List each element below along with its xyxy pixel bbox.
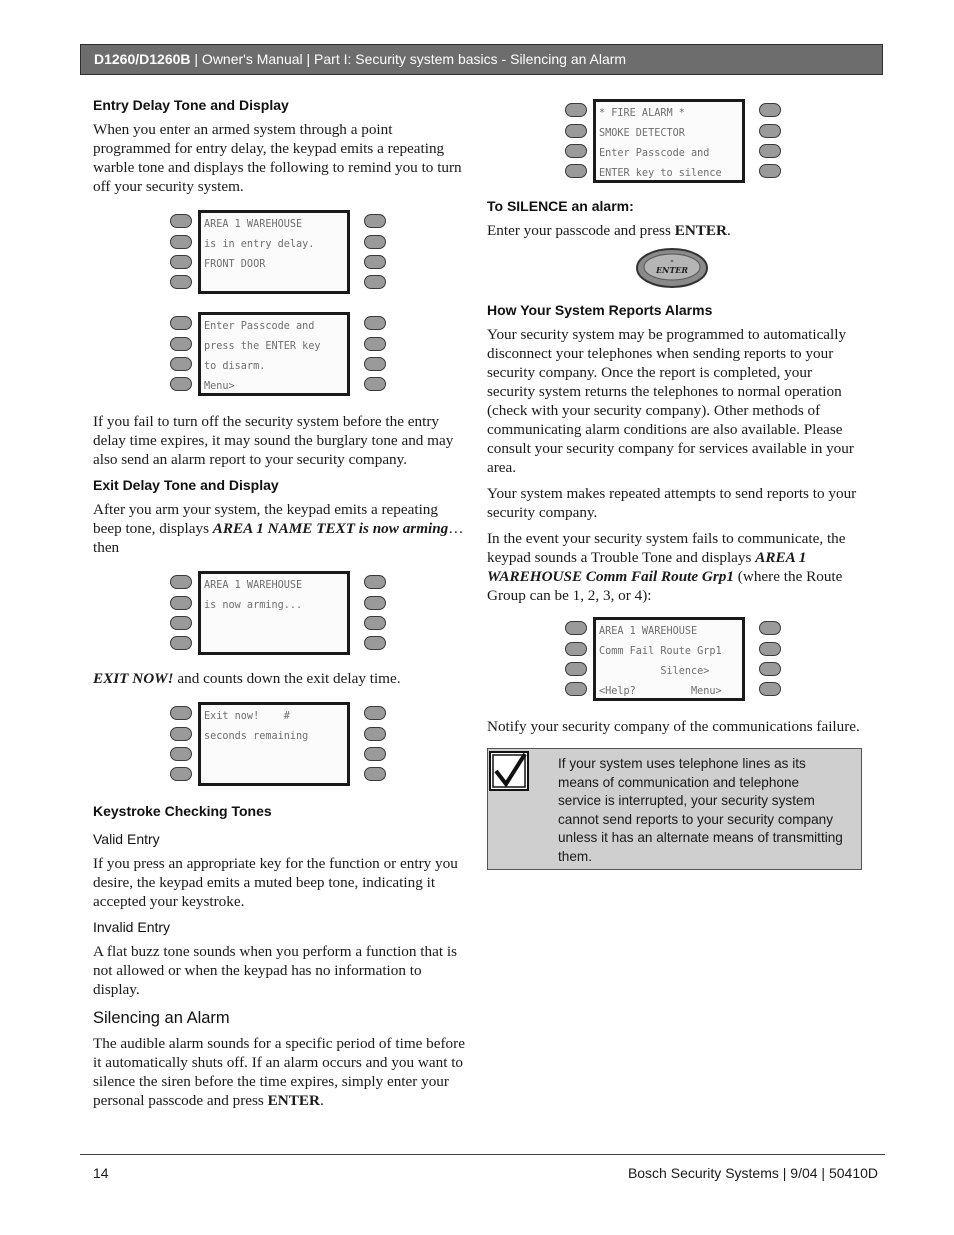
keypad-display — [198, 571, 350, 655]
silence-text-c: . — [727, 222, 731, 239]
reports-p3-a: In the event your security system fails to communicate, the keypad sounds a Trouble Tone and displays — [487, 530, 846, 566]
left-soft-key-3 — [170, 255, 192, 269]
display-line: seconds remaining — [204, 731, 309, 742]
left-soft-key-1 — [170, 575, 192, 589]
right-soft-key-1 — [759, 103, 781, 117]
keypad-display — [593, 617, 745, 701]
right-soft-key-1 — [364, 214, 386, 228]
keypad-display — [198, 702, 350, 786]
display-line: Enter Passcode and — [599, 148, 710, 159]
display-line — [204, 767, 344, 786]
keypad-display — [593, 99, 745, 183]
left-soft-key-4 — [565, 682, 587, 696]
left-soft-key-2 — [565, 124, 587, 138]
valid-entry-heading: Valid Entry — [93, 831, 160, 847]
invalid-entry-text: A flat buzz tone sounds when you perform a function that is not allowed or when the keypad has no information to display. — [93, 943, 457, 998]
right-soft-key-2 — [364, 596, 386, 610]
display-line: ENTER key to silence — [599, 168, 722, 179]
right-soft-key-1 — [364, 706, 386, 720]
display-line: AREA 1 WAREHOUSE — [599, 626, 698, 637]
exit-now-text: EXIT NOW! — [93, 670, 174, 687]
note-text: If your system uses telephone lines as its means of communication and telephone service is interrupted, your security system cannot send reports to your security company unless it has an alternate means of transmitting them. — [558, 756, 843, 864]
display-line: Exit now! # — [204, 711, 290, 722]
right-soft-key-2 — [364, 727, 386, 741]
reports-para-1: Your security system may be programmed to automatically disconnect your telephones when sending reports to your security company. Once the report is completed, your security system returns the telephones to normal operation (check with your security company). Other methods of communicating alarm conditions are also available. Please consult your security company for services available in your area. — [487, 326, 854, 476]
footer-divider — [80, 1154, 885, 1155]
keypad-enter-passcode — [169, 312, 389, 404]
left-soft-key-3 — [170, 357, 192, 371]
header-title: | Owner's Manual | Part I: Security system basics - Silencing an Alarm — [190, 51, 627, 67]
left-soft-key-2 — [170, 337, 192, 351]
display-line: Silence> — [599, 666, 710, 677]
document-header — [80, 44, 883, 75]
right-soft-key-2 — [364, 235, 386, 249]
left-soft-key-3 — [170, 747, 192, 761]
keypad-exit-now — [169, 702, 389, 794]
right-soft-key-3 — [364, 747, 386, 761]
silence-heading: To SILENCE an alarm: — [487, 198, 634, 214]
left-soft-key-2 — [170, 235, 192, 249]
left-soft-key-4 — [170, 767, 192, 781]
area-arming-text: AREA 1 NAME TEXT is now arming — [212, 520, 449, 537]
right-soft-key-4 — [759, 682, 781, 696]
display-line: AREA 1 WAREHOUSE — [204, 219, 303, 230]
right-soft-key-1 — [364, 575, 386, 589]
reports-heading: How Your System Reports Alarms — [487, 302, 713, 318]
left-soft-key-3 — [565, 144, 587, 158]
left-soft-key-2 — [170, 596, 192, 610]
left-soft-key-3 — [170, 616, 192, 630]
silence-text-a: Enter your passcode and press — [487, 222, 675, 239]
valid-entry-text: If you press an appropriate key for the function or entry you desire, the keypad emits a muted beep tone, indicating it accepted your keystroke. — [93, 855, 458, 910]
comm-fail-text: AREA 1 WAREHOUSE Comm Fail Route Grp1 — [487, 549, 807, 585]
display-line: Enter Passcode and — [204, 321, 315, 332]
silencing-text-c: . — [319, 1092, 324, 1109]
reports-para-3 — [487, 529, 862, 605]
left-soft-key-2 — [565, 642, 587, 656]
silencing-text — [93, 1034, 465, 1110]
checkmark-icon — [489, 751, 529, 791]
enter-key-icon — [635, 247, 709, 289]
display-line: press the ENTER key — [204, 341, 321, 352]
left-soft-key-2 — [170, 727, 192, 741]
svg-text:*: * — [670, 259, 674, 266]
right-soft-key-1 — [759, 621, 781, 635]
display-line: AREA 1 WAREHOUSE — [204, 580, 303, 591]
display-line: SMOKE DETECTOR — [599, 128, 685, 139]
exit-delay-text: After you arm your system, the keypad emits a repeating beep tone, displays — [93, 501, 438, 537]
reports-para-2: Your system makes repeated attempts to send reports to your security company. — [487, 485, 857, 521]
left-soft-key-1 — [170, 214, 192, 228]
exit-now-rest: and counts down the exit delay time. — [173, 670, 401, 687]
left-soft-key-1 — [565, 103, 587, 117]
left-soft-key-1 — [170, 706, 192, 720]
entry-delay-para: When you enter an armed system through a point programmed for entry delay, the keypad emits a repeating warble tone and displays the following to remind you to turn off your security system. — [93, 121, 462, 195]
display-line: to disarm. — [204, 361, 266, 372]
display-line: is now arming... — [204, 600, 303, 611]
left-soft-key-1 — [565, 621, 587, 635]
right-soft-key-4 — [364, 636, 386, 650]
footer-publisher: Bosch Security Systems | 9/04 | 50410D — [627, 1165, 878, 1181]
reports-para-4: Notify your security company of the communications failure. — [487, 718, 860, 735]
left-column — [93, 96, 465, 1117]
right-soft-key-4 — [364, 275, 386, 289]
note-box — [487, 748, 862, 870]
right-soft-key-4 — [364, 377, 386, 391]
right-soft-key-3 — [759, 144, 781, 158]
silencing-text-a: The audible alarm sounds for a specific period of time before it automatically shuts off. If an alarm occurs and you want to silence the siren before the time expires, simply enter your personal passcode and press — [93, 1035, 465, 1109]
silence-enter: ENTER — [674, 222, 728, 239]
exit-now-para — [93, 669, 465, 688]
left-soft-key-4 — [170, 636, 192, 650]
reports-p3-c: (where the Route Group can be 1, 2, 3, or 4): — [487, 568, 843, 604]
right-soft-key-3 — [364, 255, 386, 269]
left-soft-key-3 — [565, 662, 587, 676]
display-line — [204, 636, 344, 655]
silencing-enter: ENTER — [267, 1092, 320, 1109]
right-soft-key-2 — [759, 642, 781, 656]
display-line: is in entry delay. — [204, 239, 315, 250]
right-soft-key-1 — [364, 316, 386, 330]
keypad-comm-fail — [564, 617, 784, 709]
keypad-display — [198, 312, 350, 396]
keypad-entry-delay — [169, 210, 389, 302]
enter-key-label: ENTER — [655, 265, 689, 275]
left-soft-key-4 — [170, 275, 192, 289]
display-line — [204, 616, 344, 636]
silencing-heading: Silencing an Alarm — [93, 1009, 230, 1027]
display-line: <Help? Menu> — [599, 686, 722, 697]
display-line: * FIRE ALARM * — [599, 108, 685, 119]
right-column — [487, 99, 862, 870]
keystroke-heading: Keystroke Checking Tones — [93, 803, 272, 819]
display-line — [204, 747, 344, 767]
exit-delay-heading: Exit Delay Tone and Display — [93, 477, 279, 493]
right-soft-key-3 — [364, 357, 386, 371]
keypad-fire-alarm — [564, 99, 784, 191]
entry-delay-heading: Entry Delay Tone and Display — [93, 97, 289, 113]
display-line — [204, 275, 344, 294]
left-soft-key-4 — [565, 164, 587, 178]
header-model: D1260/D1260B — [94, 51, 191, 67]
exit-delay-then: … then — [93, 520, 464, 556]
display-line: FRONT DOOR — [204, 259, 266, 270]
display-line: Menu> — [204, 381, 235, 392]
keypad-now-arming — [169, 571, 389, 663]
left-soft-key-1 — [170, 316, 192, 330]
right-soft-key-4 — [759, 164, 781, 178]
entry-delay-warning: If you fail to turn off the security system before the entry delay time expires, it may sound the burglary tone and may also send an alarm report to your security company. — [93, 413, 454, 468]
display-line: Comm Fail Route Grp1 — [599, 646, 722, 657]
exit-delay-para — [93, 500, 465, 557]
right-soft-key-2 — [759, 124, 781, 138]
keypad-display — [198, 210, 350, 294]
right-soft-key-3 — [364, 616, 386, 630]
right-soft-key-2 — [364, 337, 386, 351]
right-soft-key-3 — [759, 662, 781, 676]
left-soft-key-4 — [170, 377, 192, 391]
right-soft-key-4 — [364, 767, 386, 781]
invalid-entry-heading: Invalid Entry — [93, 919, 171, 935]
page-number: 14 — [93, 1165, 109, 1181]
silence-text — [487, 221, 862, 240]
